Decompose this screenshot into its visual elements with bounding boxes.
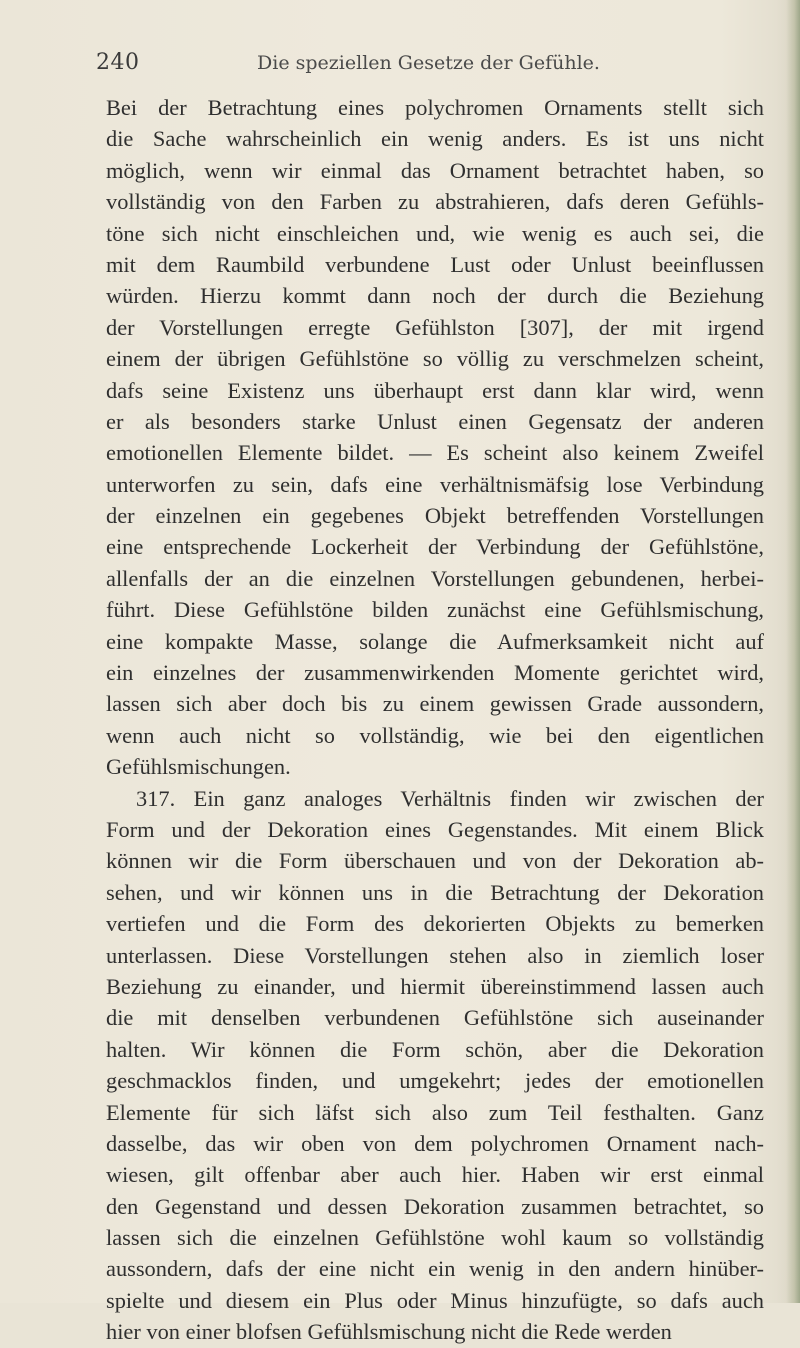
text-line: eine entsprechende Lockerheit der Verbindung der Gefühlstöne, [106,534,764,560]
text-line: wiesen, gilt offenbar aber auch hier. Haben wir erst einmal [106,1162,764,1188]
text-line: 317. Ein ganz analoges Verhältnis finden wir zwischen der [136,785,764,811]
text-line: geschmacklos finden, und umgekehrt; jedes der emotionellen [106,1068,764,1094]
text-line: einem der übrigen Gefühlstöne so völlig zu verschmelzen scheint, [106,346,764,372]
text-line: der Vorstellungen erregte Gefühlston [307], der mit irgend [106,314,764,340]
text-line: führt. Diese Gefühlstöne bilden zunächst eine Gefühlsmischung, [106,597,764,623]
text-line: er als besonders starke Unlust einen Gegensatz der anderen [106,408,764,434]
page-number: 240 [96,50,140,75]
text-line: möglich, wenn wir einmal das Ornament betrachtet haben, so [106,157,764,183]
running-title: Die speziellen Gesetze der Gefühle. [257,52,600,74]
text-line: hier von einer blofsen Gefühlsmischung nicht die Rede werden [106,1319,672,1345]
text-line: vertiefen und die Form des dekorierten Objekts zu bemerken [106,911,764,937]
text-line: vollständig von den Farben zu abstrahieren, dafs deren Gefühls- [106,189,764,215]
body-text [106,92,764,1348]
text-line: Beziehung zu einander, und hiermit übereinstimmend lassen auch [106,973,764,999]
text-line: die Sache wahrscheinlich ein wenig anders. Es ist uns nicht [106,126,764,152]
text-line: ein einzelnes der zusammenwirkenden Momente gerichtet wird, [106,660,764,686]
page-edge-shadow [786,0,800,1303]
text-line: können wir die Form überschauen und von der Dekoration ab- [106,848,764,874]
text-line: lassen sich die einzelnen Gefühlstöne wohl kaum so vollständig [106,1225,764,1251]
text-line: Bei der Betrachtung eines polychromen Ornaments stellt sich [106,95,764,120]
text-line: der einzelnen ein gegebenes Objekt betreffenden Vorstellungen [106,503,764,529]
text-line: aussondern, dafs der eine nicht ein wenig in den andern hinüber- [106,1256,764,1282]
text-line: dafs seine Existenz uns überhaupt erst dann klar wird, wenn [106,377,764,403]
text-line: Gefühlsmischungen. [106,754,291,780]
page-header [96,50,761,82]
text-line: den Gegenstand und dessen Dekoration zusammen betrachtet, so [106,1193,764,1219]
text-line: emotionellen Elemente bildet. — Es scheint also keinem Zweifel [106,440,764,466]
text-line: unterlassen. Diese Vorstellungen stehen also in ziemlich loser [106,942,764,968]
text-line: mit dem Raumbild verbundene Lust oder Unlust beeinflussen [106,251,764,277]
text-line: lassen sich aber doch bis zu einem gewissen Grade aussondern, [106,691,764,717]
text-line: halten. Wir können die Form schön, aber die Dekoration [106,1036,764,1062]
text-line: dasselbe, das wir oben von dem polychromen Ornament nach- [106,1130,764,1156]
text-line: allenfalls der an die einzelnen Vorstellungen gebundenen, herbei- [106,565,764,591]
text-line: spielte und diesem ein Plus oder Minus hinzufügte, so dafs auch [106,1287,764,1313]
text-line: würden. Hierzu kommt dann noch der durch die Beziehung [106,283,764,309]
text-line: unterworfen zu sein, dafs eine verhältnismäfsig lose Verbindung [106,471,764,497]
text-line: Form und der Dekoration eines Gegenstandes. Mit einem Blick [106,816,764,842]
text-line: eine kompakte Masse, solange die Aufmerksamkeit nicht auf [106,628,764,654]
text-line: die mit denselben verbundenen Gefühlstöne sich auseinander [106,1005,764,1031]
text-line: sehen, und wir können uns in die Betrachtung der Dekoration [106,879,764,905]
text-line: Elemente für sich läfst sich also zum Teil festhalten. Ganz [106,1099,764,1125]
text-line: wenn auch nicht so vollständig, wie bei den eigentlichen [106,722,764,748]
text-line: töne sich nicht einschleichen und, wie wenig es auch sei, die [106,220,764,246]
